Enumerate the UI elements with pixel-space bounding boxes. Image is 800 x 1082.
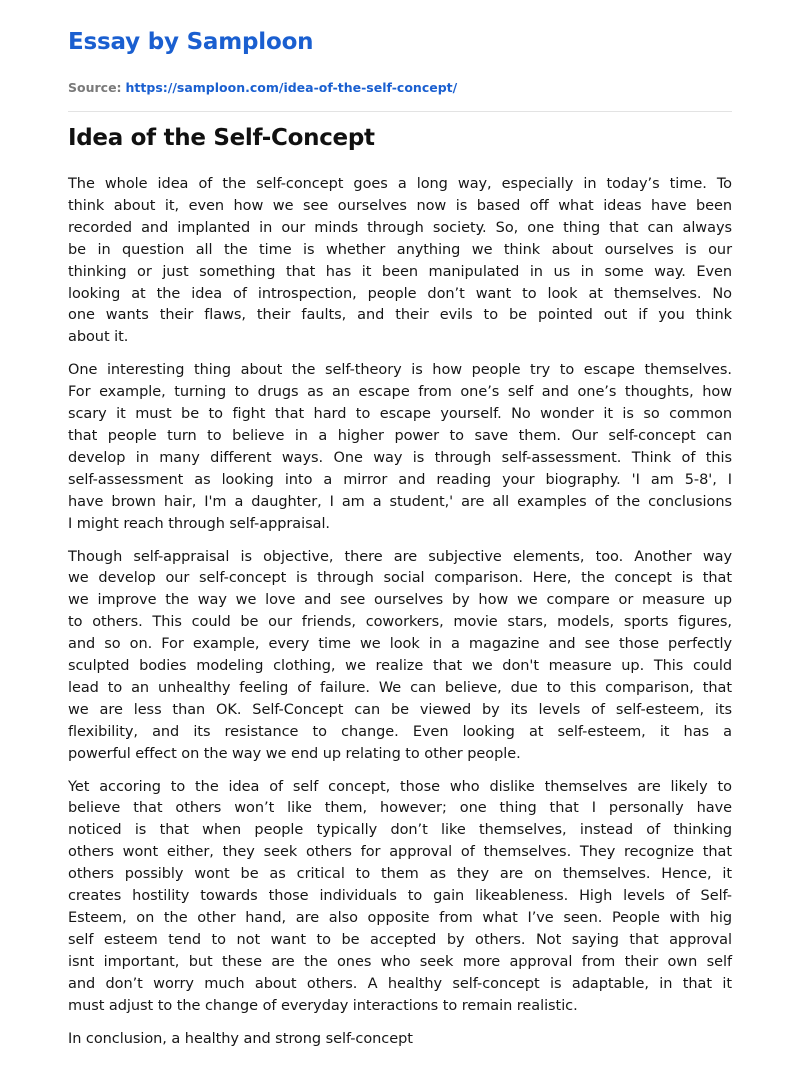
- paragraph-line: we are less than OK. Self-Concept can be viewed by its levels of self-esteem, its: [68, 701, 732, 718]
- source-line: [68, 80, 457, 95]
- essay-paragraph: [68, 777, 732, 1018]
- paragraph-line: looking at the idea of introspection, people don’t want to look at themselves. No: [68, 285, 732, 302]
- paragraph-line: self-assessment as looking into a mirror and reading your biography. 'I am 5-8', I: [68, 471, 732, 488]
- paragraph-line: have brown hair, I'm a daughter, I am a student,' are all examples of the conclusions: [68, 493, 732, 510]
- paragraph-line: Esteem, on the other hand, are also opposite from what I’ve seen. People with hig: [68, 910, 732, 926]
- paragraph-line: we improve the way we love and see ourselves by how we compare or measure up: [68, 592, 732, 609]
- paragraph-line: powerful effect on the way we end up relating to other people.: [68, 745, 521, 762]
- paragraph-line: sculpted bodies modeling clothing, we realize that we don't measure up. This could: [68, 658, 732, 675]
- essay-title: Idea of the Self-Concept: [68, 125, 375, 151]
- header-divider: [68, 111, 732, 112]
- site-brand[interactable]: Essay by Samploon: [68, 29, 314, 55]
- essay-paragraph: [68, 547, 732, 766]
- paragraph-line: thinking or just something that has it been manipulated in us in some way. Even: [68, 263, 732, 280]
- paragraph-line: others possibly wont be as critical to them as they are on themselves. Hence, it: [68, 866, 732, 883]
- paragraph-line: think about it, even how we see ourselves now is based off what ideas have been: [68, 197, 732, 214]
- paragraph-line: Though self-appraisal is objective, there are subjective elements, too. Another way: [68, 548, 732, 565]
- paragraph-line: and so on. For example, every time we look in a magazine and see those perfectly: [68, 636, 732, 653]
- paragraph-line: noticed is that when people typically don’t like themselves, instead of thinking: [68, 822, 732, 839]
- paragraph-line: Yet accoring to the idea of self concept, those who dislike themselves are likely to: [68, 778, 732, 795]
- paragraph-line: creates hostility towards those individuals to gain likeableness. High levels of Self-: [68, 888, 732, 905]
- paragraph-line: one wants their flaws, their faults, and their evils to be pointed out if you think: [68, 307, 732, 324]
- paragraph-line: In conclusion, a healthy and strong self-concept: [68, 1030, 413, 1047]
- source-link[interactable]: https://samploon.com/idea-of-the-self-concept/: [125, 80, 458, 95]
- essay-paragraph: [68, 360, 732, 535]
- paragraph-line: develop in many different ways. One way is through self-assessment. Think of this: [68, 449, 732, 466]
- paragraph-line: self esteem tend to not want to be accepted by others. Not saying that approval: [68, 931, 732, 948]
- essay-paragraph: [68, 174, 732, 349]
- paragraph-line: lead to an unhealthy feeling of failure. We can believe, due to this comparison, that: [68, 679, 732, 696]
- paragraph-line: For example, turning to drugs as an escape from one’s self and one’s thoughts, how: [68, 384, 732, 401]
- paragraph-line: and don’t worry much about others. A healthy self-concept is adaptable, in that it: [68, 975, 732, 992]
- paragraph-line: believe that others won’t like them, however; one thing that I personally have: [68, 800, 732, 817]
- paragraph-line: The whole idea of the self-concept goes a long way, especially in today’s time. To: [68, 176, 732, 192]
- paragraph-line: isnt important, but these are the ones who seek more approval from their own self: [68, 953, 732, 970]
- paragraph-line: recorded and implanted in our minds through society. So, one thing that can always: [68, 219, 732, 236]
- paragraph-line: about it.: [68, 329, 129, 346]
- essay-body: [68, 174, 732, 1061]
- paragraph-line: others wont either, they seek others for approval of themselves. They recognize that: [68, 844, 732, 861]
- paragraph-line: that people turn to believe in a higher power to save them. Our self-concept can: [68, 427, 732, 444]
- paragraph-line: must adjust to the change of everyday interactions to remain realistic.: [68, 997, 578, 1014]
- source-label: Source:: [68, 80, 122, 95]
- paragraph-line: I might reach through self-appraisal.: [68, 515, 330, 532]
- paragraph-line: be in question all the time is whether anything we think about ourselves is our: [68, 241, 732, 258]
- paragraph-line: we develop our self-concept is through social comparison. Here, the concept is that: [68, 570, 732, 587]
- paragraph-line: One interesting thing about the self-theory is how people try to escape themselves.: [68, 362, 732, 379]
- paragraph-line: scary it must be to fight that hard to escape yourself. No wonder it is so common: [68, 406, 732, 423]
- paragraph-line: to others. This could be our friends, coworkers, movie stars, models, sports figures,: [68, 614, 732, 631]
- essay-paragraph: [68, 1029, 732, 1051]
- paragraph-line: flexibility, and its resistance to change. Even looking at self-esteem, it has a: [68, 723, 732, 740]
